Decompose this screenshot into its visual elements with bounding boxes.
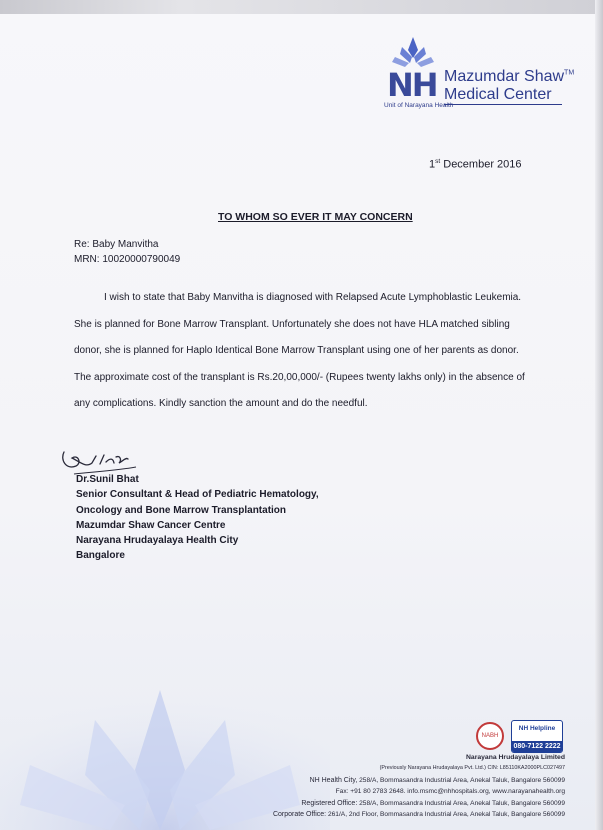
letter-body — [74, 285, 552, 418]
body-line: donor, she is planned for Haplo Identical Bone Marrow Transplant using one of her parents as donor. — [74, 345, 519, 357]
health-city-address: NH Health City, 258/A, Bommasandra Industrial Area, Anekal Taluk, Bangalore 560099 — [309, 776, 565, 784]
accreditation-seal-icon: NABH — [476, 722, 504, 750]
signatory-institution: Narayana Hrudayalaya Health City — [76, 535, 239, 547]
signatory-title: Senior Consultant & Head of Pediatric Hematology, — [76, 489, 319, 501]
lotus-icon — [383, 36, 453, 70]
logo-initials: NH — [387, 66, 437, 104]
letter-footer — [273, 752, 565, 820]
body-line: I wish to state that Baby Manvitha is diagnosed with Relapsed Acute Lymphoblastic Leukemia. — [104, 292, 522, 303]
letter-date: 1st December 2016 — [429, 158, 522, 171]
body-line: any complications. Kindly sanction the amount and do the needful. — [74, 398, 368, 410]
mrn-line: MRN: 10020000790049 — [74, 254, 181, 265]
scan-edge-top — [0, 0, 603, 14]
signatory-block — [76, 472, 319, 564]
body-line: The approximate cost of the transplant is Rs.20,00,000/- (Rupees twenty lakhs only) in the absence of — [74, 371, 525, 383]
helpline-box — [511, 720, 563, 753]
patient-name-line: Re: Baby Manvitha — [74, 239, 159, 250]
contact-info: Fax: +91 80 2783 2648. info.msmc@nhhospitals.org, www.narayanahealth.org — [335, 788, 565, 796]
helpline-label: NH Helpline — [518, 725, 556, 732]
signatory-name: Dr.Sunil Bhat — [76, 474, 139, 485]
unit-tagline: Unit of Narayana Health — [384, 102, 454, 109]
brand-underline — [444, 104, 562, 105]
patient-reference — [74, 237, 180, 267]
signatory-centre: Mazumdar Shaw Cancer Centre — [76, 519, 226, 531]
company-cin: (Previously Narayana Hrudayalaya Pvt. Ltd.) CIN: L85110KA2000PLC027497 — [379, 765, 565, 772]
body-line: She is planned for Bone Marrow Transplant. Unfortunately she does not have HLA matched sibling — [74, 318, 510, 330]
hospital-logo — [383, 36, 573, 116]
brand-name-line2: Medical Center — [444, 86, 552, 103]
company-name: Narayana Hrudayalaya Limited — [466, 754, 565, 761]
helpline-number: 080-7122 2222 — [513, 743, 561, 750]
letter-subject: TO WHOM SO EVER IT MAY CONCERN — [218, 211, 413, 223]
brand-name-line1: Mazumdar Shaw™ — [444, 68, 575, 85]
registered-office: Registered Office: 258/A, Bommasandra Industrial Area, Anekal Taluk, Bangalore 560099 — [301, 799, 565, 807]
signatory-title: Oncology and Bone Marrow Transplantation — [76, 504, 287, 516]
signatory-location: Bangalore — [76, 550, 125, 562]
corporate-office: Corporate Office: 261/A, 2nd Floor, Bommasandra Industrial Area, Anekal Taluk, Bangalore 560099 — [272, 811, 565, 819]
scan-edge-right — [595, 0, 603, 830]
